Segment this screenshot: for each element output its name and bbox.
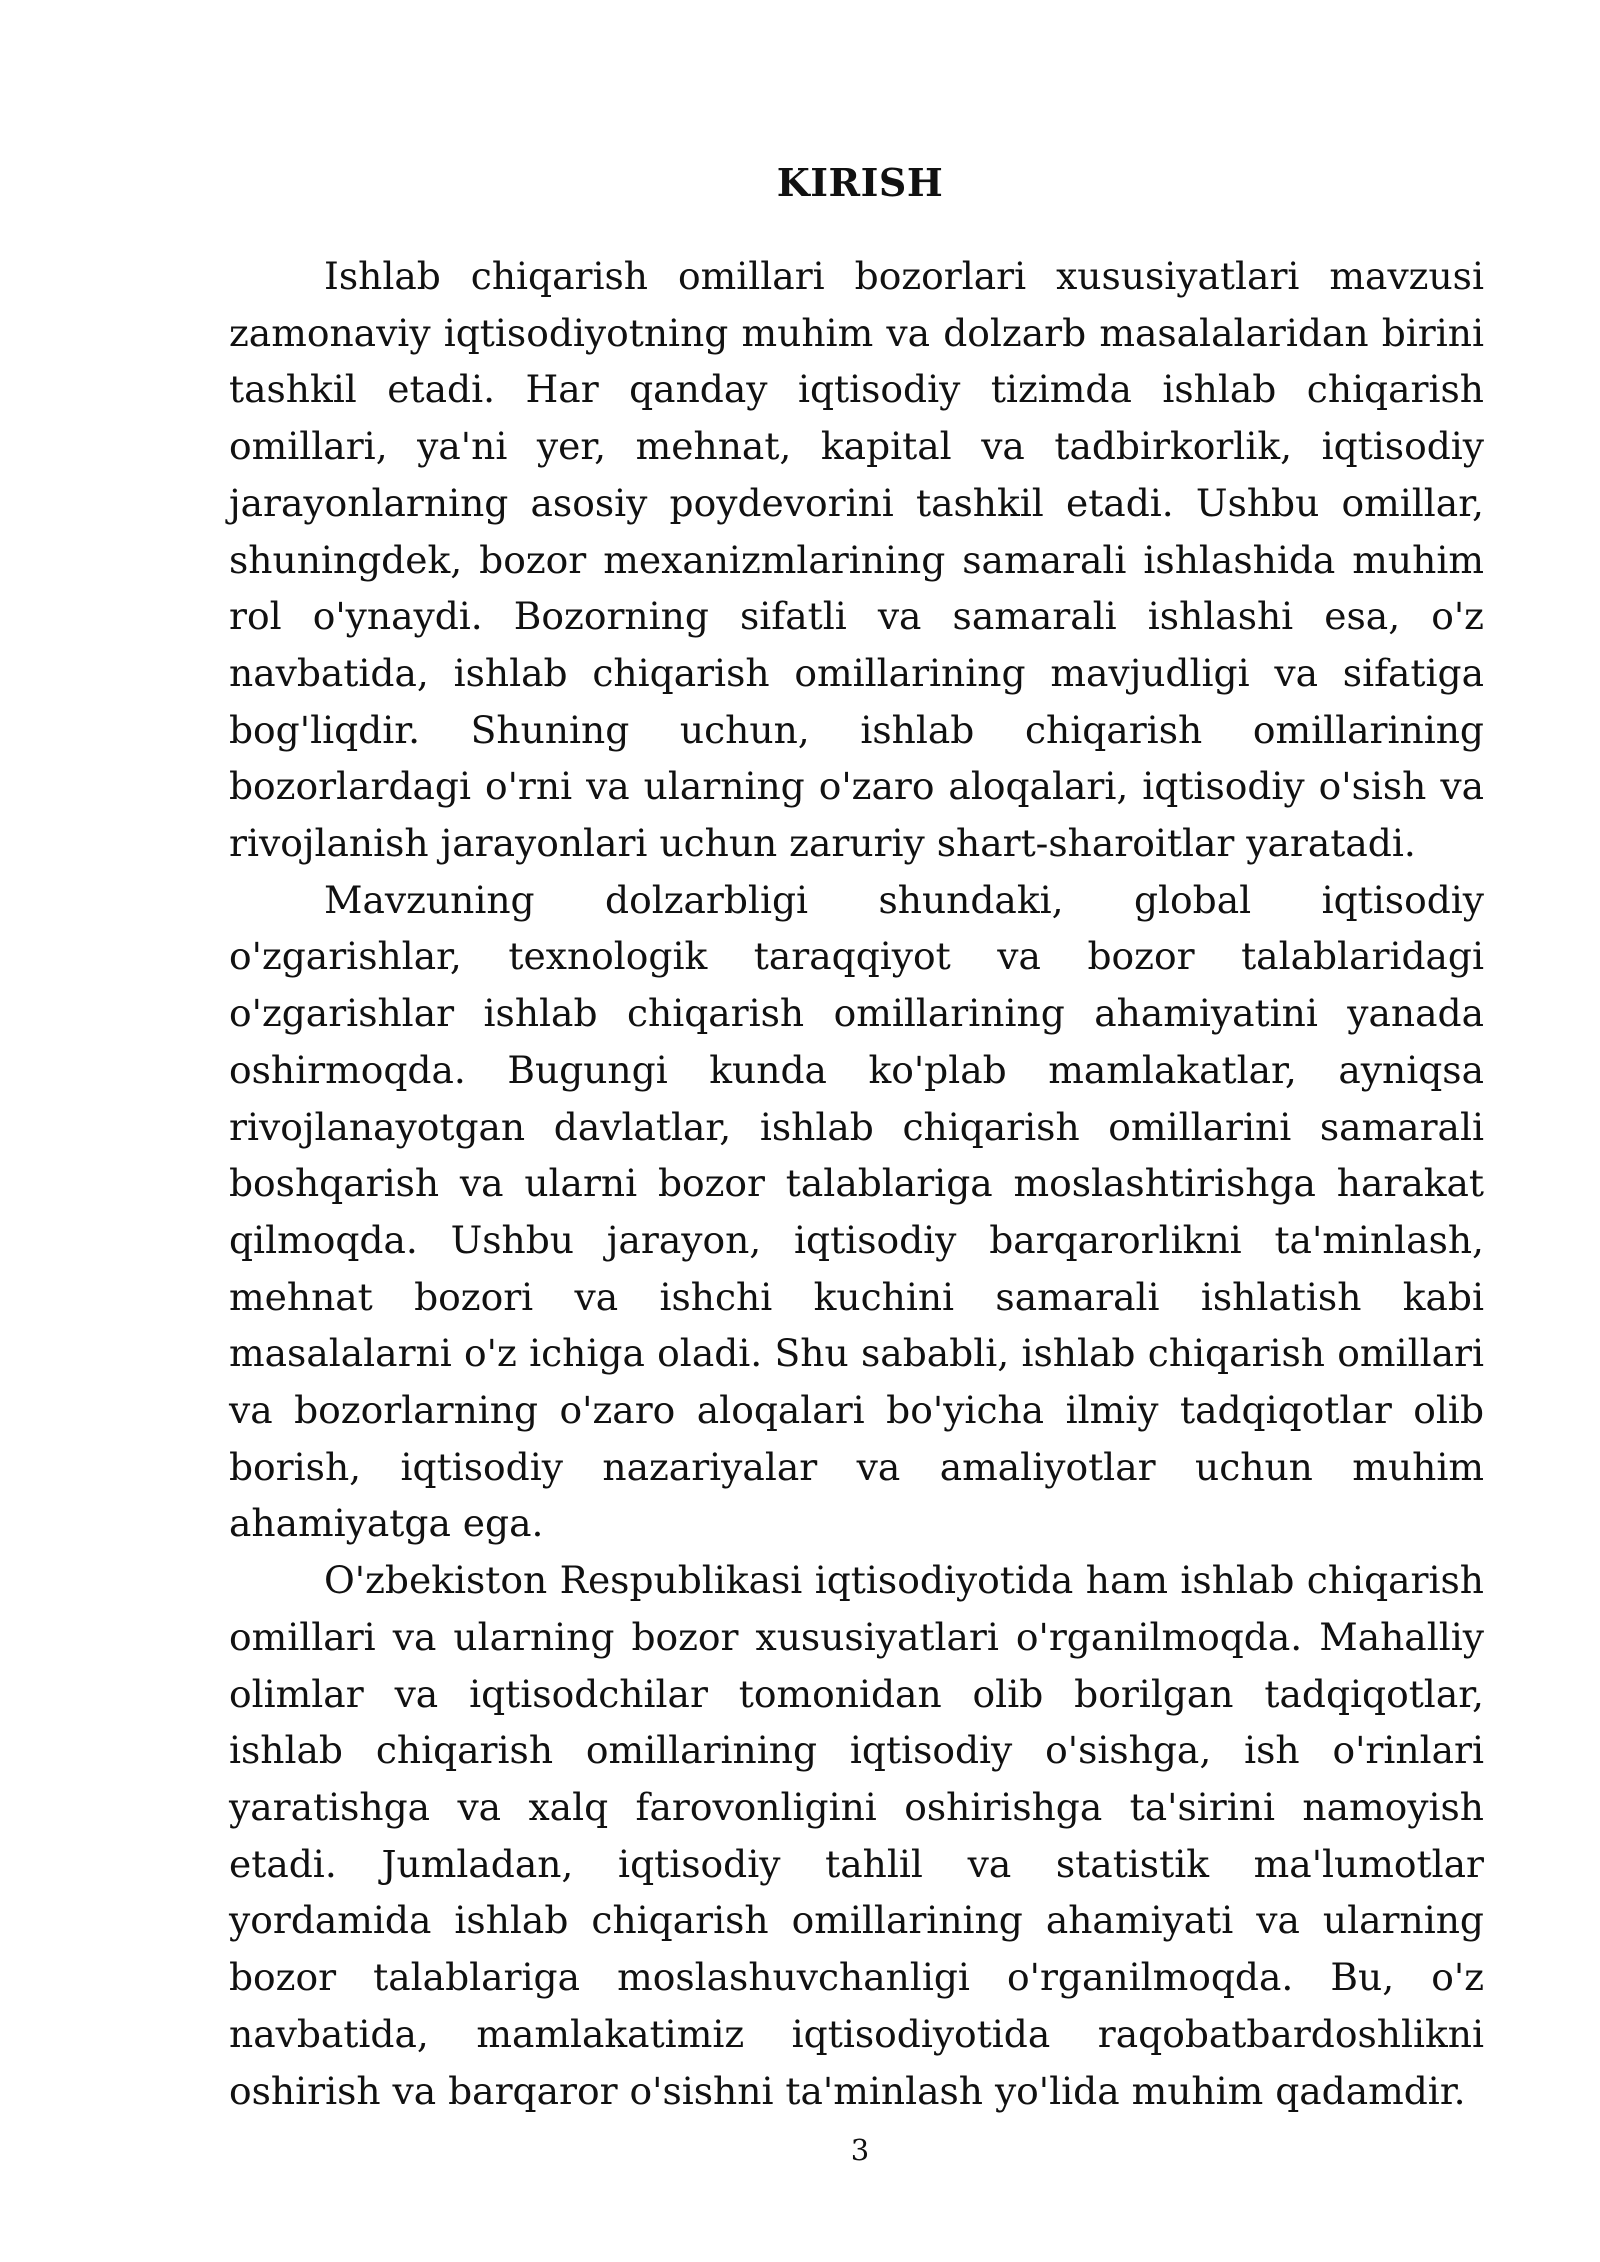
page-number: 3 [850,2133,870,2167]
paragraph-introduction: Ishlab chiqarish omillari bozorlari xususiyatlari mavzusi zamonaviy iqtisodiyotning muhim va dolzarb masalalaridan birini tashkil etadi. Har qanday iqtisodiy tizimda ishlab chiqarish omillari, ya'ni yer, mehnat, kapital va tadbirkorlik, iqtisodiy jarayonlarning asosiy poydevorini tashkil etadi. Ushbu omillar, shuningdek, bozor mexanizmlarining samarali ishlashida muhim rol o'ynaydi. Bozorning sifatli va samarali ishlashi esa, o'z navbatida, ishlab chiqarish omillarining mavjudligi va sifatiga bog'liqdir. Shuning uchun, ishlab chiqarish omillarining bozorlardagi o'rni va ularning o'zaro aloqalari, iqtisodiy o'sish va rivojlanish jarayonlari uchun zaruriy shart-sharoitlar yaratadi. [229,254,1484,866]
page-title: KIRISH [776,160,944,205]
paragraph-uzbekistan: O'zbekiston Respublikasi iqtisodiyotida ham ishlab chiqarish omillari va ularning bozor xususiyatlari o'rganilmoqda. Mahalliy olimlar va iqtisodchilar tomonidan olib borilgan tadqiqotlar, ishlab chiqarish omillarining iqtisodiy o'sishga, ish o'rinlari yaratishga va xalq farovonligini oshirishga ta'sirini namoyish etadi. Jumladan, iqtisodiy tahlil va statistik ma'lumotlar yordamida ishlab chiqarish omillarining ahamiyati va ularning bozor talablariga moslashuvchanligi o'rganilmoqda. Bu, o'z navbatida, mamlakatimiz iqtisodiyotida raqobatbardoshlikni oshirish va barqaror o'sishni ta'minlash yo'lida muhim qadamdir. [229,1558,1484,2113]
document-body [229,248,1484,2119]
paragraph-relevance: Mavzuning dolzarbligi shundaki, global iqtisodiy o'zgarishlar, texnologik taraqqiyot va bozor talablaridagi o'zgarishlar ishlab chiqarish omillarining ahamiyatini yanada oshirmoqda. Bugungi kunda ko'plab mamlakatlar, ayniqsa rivojlanayotgan davlatlar, ishlab chiqarish omillarini samarali boshqarish va ularni bozor talablariga moslashtirishga harakat qilmoqda. Ushbu jarayon, iqtisodiy barqarorlikni ta'minlash, mehnat bozori va ishchi kuchini samarali ishlatish kabi masalalarni o'z ichiga oladi. Shu sababli, ishlab chiqarish omillari va bozorlarning o'zaro aloqalari bo'yicha ilmiy tadqiqotlar olib borish, iqtisodiy nazariyalar va amaliyotlar uchun muhim ahamiyatga ega. [229,877,1484,1546]
